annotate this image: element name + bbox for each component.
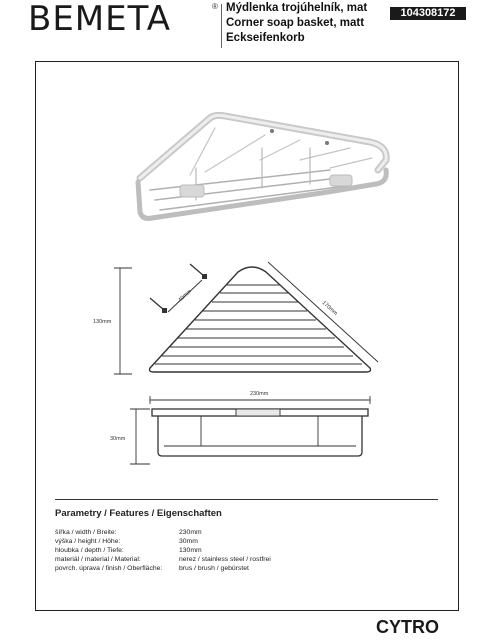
product-photo xyxy=(138,115,386,218)
product-name-cz: Mýdlenka trojúhelník, mat xyxy=(226,2,368,14)
registered-mark: ® xyxy=(212,2,218,11)
spec-row: výška / height / Höhe: 30mm xyxy=(55,538,198,545)
params-title: Parametry / Features / Eigenschaften xyxy=(55,508,222,519)
params-divider xyxy=(55,499,438,500)
brand-logo: BEMETA xyxy=(28,0,172,39)
spec-row: materiál / material / Material: nerez / stainless steel / rostfrei xyxy=(55,556,271,563)
dim-mount-label: 40mm xyxy=(177,288,193,304)
spec-row: povrch. úprava / finish / Oberfläche: brus / brush / gebürstet xyxy=(55,565,249,572)
product-name-de: Eckseifenkorb xyxy=(226,32,305,44)
spec-row: šířka / width / Breite: 230mm xyxy=(55,529,202,536)
spec-row: hloubka / depth / Tiefe: 130mm xyxy=(55,547,202,554)
dim-height-label: 130mm xyxy=(93,319,112,325)
top-view xyxy=(114,262,378,374)
series-name: CYTRO xyxy=(376,617,439,637)
product-name-en: Corner soap basket, matt xyxy=(226,17,365,29)
side-view xyxy=(130,396,370,464)
product-code: 104308172 xyxy=(390,7,466,20)
dim-width-label: 230mm xyxy=(250,391,269,397)
screw-icons xyxy=(150,264,207,313)
dim-diagonal-label: 170mm xyxy=(320,300,339,317)
dim-side-height-label: 30mm xyxy=(110,436,126,442)
